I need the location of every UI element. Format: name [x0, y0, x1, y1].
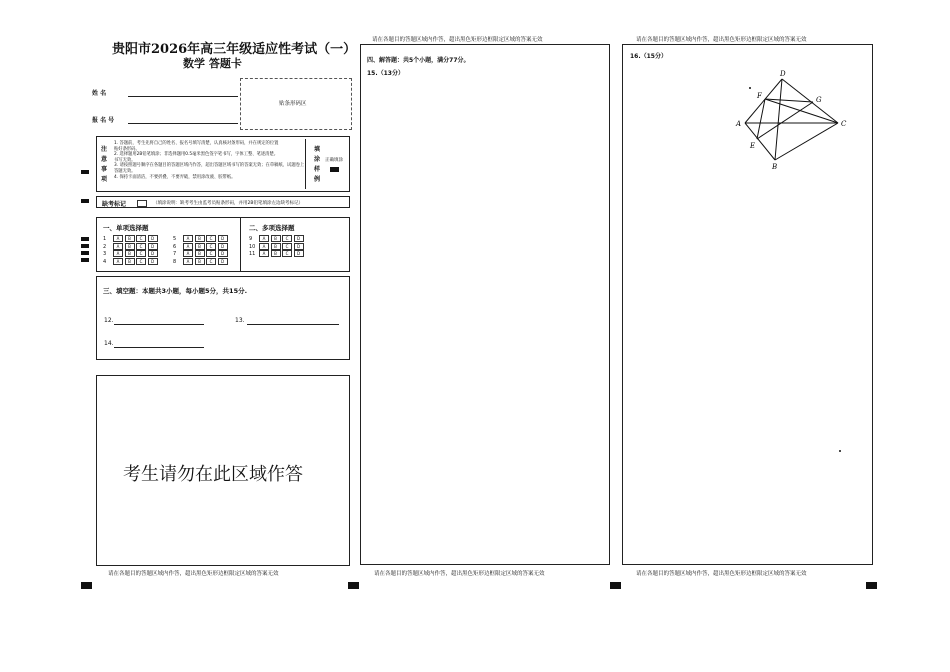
- timing-mark: [866, 582, 877, 589]
- sample-fill-mark: [330, 167, 339, 172]
- option-bubble-a[interactable]: A: [183, 258, 193, 265]
- name-field[interactable]: [128, 96, 238, 97]
- timing-mark: [81, 251, 89, 255]
- option-bubble-d[interactable]: D: [294, 243, 304, 250]
- question-number: 5: [173, 236, 177, 242]
- boundary-note: 请在各题目的答题区域内作答，超出黑色矩形边框限定区域的答案无效: [108, 571, 279, 577]
- option-bubble-d[interactable]: D: [148, 243, 158, 250]
- option-bubble-a[interactable]: A: [259, 250, 269, 257]
- option-bubble-b[interactable]: B: [125, 235, 135, 242]
- label-d: D: [780, 70, 786, 78]
- option-bubble-d[interactable]: D: [218, 258, 228, 265]
- option-bubble-c[interactable]: C: [136, 243, 146, 250]
- q12-answer[interactable]: [114, 324, 204, 325]
- notice-item: 书写无效。: [114, 157, 136, 163]
- edge-da: [745, 79, 782, 123]
- question-number: 9: [249, 236, 253, 242]
- option-bubble-b[interactable]: B: [195, 235, 205, 242]
- option-bubble-a[interactable]: A: [183, 243, 193, 250]
- boundary-note: 请在各题目的答题区域内作答，超出黑色矩形边框限定区域的答案无效: [636, 571, 807, 577]
- notice-item: 1. 答题前，考生先将自己的姓名、报名号填写清楚，认真核对条形码，并在规定的位置: [114, 141, 279, 146]
- fill-blank-title: 三、填空题：本题共3小题，每小题5分，共15分.: [103, 287, 248, 295]
- option-bubble-b[interactable]: B: [195, 250, 205, 257]
- stray-dot: [749, 87, 751, 89]
- no-answer-zone: [96, 375, 350, 566]
- multi-choice-title: 二、多项选择题: [249, 224, 295, 232]
- q15-label: 15.（13分）: [367, 70, 404, 77]
- q13-label: 13.: [235, 317, 245, 324]
- id-label: 报 名 号: [92, 117, 115, 124]
- edge-fe: [757, 99, 765, 139]
- timing-mark: [81, 199, 89, 203]
- option-bubble-c[interactable]: C: [206, 235, 216, 242]
- option-bubble-b[interactable]: B: [271, 250, 281, 257]
- choice-row-11: [249, 250, 305, 257]
- option-bubble-c[interactable]: C: [136, 235, 146, 242]
- stray-dot: [839, 450, 841, 452]
- absent-note: （填涂说明：缺考考生由监考员贴条形码，并用2B铅笔填涂左边缺考标记）: [153, 201, 303, 206]
- option-bubble-b[interactable]: B: [271, 235, 281, 242]
- absent-checkbox[interactable]: [137, 200, 147, 207]
- notice-item: 4. 保持卡面清洁，不要折叠、不要弄破，禁用涂改液、胶带纸。: [114, 174, 236, 180]
- question-number: 1: [103, 236, 107, 242]
- page-subtitle: 数学 答题卡: [183, 57, 242, 70]
- timing-mark: [348, 582, 359, 589]
- option-bubble-b[interactable]: B: [195, 258, 205, 265]
- option-bubble-d[interactable]: D: [148, 258, 158, 265]
- option-bubble-a[interactable]: A: [113, 243, 123, 250]
- option-bubble-c[interactable]: C: [206, 258, 216, 265]
- notice-label: 注 意 事 项: [101, 146, 108, 183]
- choice-section: [96, 217, 350, 272]
- option-bubble-c[interactable]: C: [282, 250, 292, 257]
- label-e: E: [750, 142, 756, 150]
- notice-item: 答题无效。: [114, 168, 136, 174]
- choice-row-9: [249, 235, 305, 242]
- notice-box: [96, 136, 350, 192]
- option-bubble-b[interactable]: B: [125, 250, 135, 257]
- choice-row-6: [173, 243, 229, 250]
- choice-row-2: [103, 243, 159, 250]
- option-bubble-a[interactable]: A: [259, 243, 269, 250]
- timing-mark: [81, 258, 89, 262]
- notice-item: 2. 选择题用2B铅笔填涂；非选择题用0.5毫米黑色签字笔书写，字体工整、笔迹清楚。: [114, 152, 279, 158]
- choice-row-5: [173, 235, 229, 242]
- notice-item: 贴好条形码。: [114, 146, 140, 152]
- choice-row-8: [173, 258, 229, 265]
- option-bubble-d[interactable]: D: [218, 250, 228, 257]
- sample-text: 正确填涂: [325, 158, 343, 163]
- question-number: 3: [103, 251, 107, 257]
- notice-item: 3. 请按照题号顺序在各题目的答题区域内作答，超出答题区域书写的答案无效；在草稿纸、试题卷上: [114, 163, 305, 169]
- page-title: 贵阳市2026年高三年级适应性考试（一）: [112, 42, 357, 57]
- option-bubble-b[interactable]: B: [125, 243, 135, 250]
- option-bubble-c[interactable]: C: [206, 243, 216, 250]
- option-bubble-c[interactable]: C: [136, 250, 146, 257]
- choice-row-1: [103, 235, 159, 242]
- option-bubble-d[interactable]: D: [148, 250, 158, 257]
- choice-row-10: [249, 243, 305, 250]
- option-bubble-c[interactable]: C: [206, 250, 216, 257]
- single-choice-title: 一、单项选择题: [103, 224, 149, 232]
- timing-mark: [81, 237, 89, 241]
- no-answer-text: 考生请勿在此区域作答: [123, 464, 303, 485]
- timing-mark: [81, 170, 89, 174]
- question-number: 4: [103, 258, 107, 265]
- fill-blank-section: [96, 276, 350, 360]
- q14-answer[interactable]: [114, 347, 204, 348]
- tetrahedron-diagram: [735, 67, 855, 193]
- edge-ge: [757, 102, 813, 139]
- option-bubble-d[interactable]: D: [218, 235, 228, 242]
- option-bubble-a[interactable]: A: [183, 250, 193, 257]
- option-bubble-d[interactable]: D: [218, 243, 228, 250]
- choice-row-7: [173, 250, 229, 257]
- option-bubble-d[interactable]: D: [294, 235, 304, 242]
- choice-row-4: [103, 258, 159, 265]
- absent-label: 缺考标记: [102, 201, 127, 208]
- absent-row: [96, 196, 350, 208]
- option-bubble-b[interactable]: B: [125, 258, 135, 265]
- question-number: 6: [173, 243, 177, 250]
- barcode-area: [240, 78, 352, 130]
- label-c: C: [841, 120, 847, 128]
- label-g: G: [816, 96, 822, 104]
- option-bubble-a[interactable]: A: [113, 250, 123, 257]
- option-bubble-c[interactable]: C: [282, 243, 292, 250]
- question-number: 7: [173, 251, 177, 257]
- id-field[interactable]: [128, 123, 238, 124]
- label-b: B: [772, 163, 778, 171]
- edge-cb: [775, 123, 838, 160]
- boundary-note: 请在各题目的答题区域内作答，超出黑色矩形边框限定区域的答案无效: [636, 37, 807, 43]
- question-number: 10: [249, 243, 256, 250]
- edge-fc: [765, 99, 838, 123]
- boundary-note: 请在各题目的答题区域内作答，超出黑色矩形边框限定区域的答案无效: [374, 571, 545, 577]
- q16-label: 16.（15分）: [630, 53, 667, 60]
- q13-answer[interactable]: [247, 324, 339, 325]
- label-a: A: [736, 120, 742, 128]
- option-bubble-b[interactable]: B: [271, 243, 281, 250]
- name-label: 姓 名: [92, 90, 107, 97]
- edge-db: [775, 79, 782, 160]
- notice-items: [114, 141, 304, 180]
- timing-mark: [81, 244, 89, 248]
- q12-label: 12.: [104, 317, 114, 324]
- option-bubble-a[interactable]: A: [183, 235, 193, 242]
- choice-row-3: [103, 250, 159, 257]
- section4-title: 四、解答题：共5个小题，满分77分。: [367, 57, 470, 64]
- timing-mark: [610, 582, 621, 589]
- timing-mark: [81, 582, 92, 589]
- option-bubble-a[interactable]: A: [113, 258, 123, 265]
- q14-label: 14.: [104, 340, 114, 347]
- option-bubble-c[interactable]: C: [282, 235, 292, 242]
- question-number: 8: [173, 258, 177, 265]
- option-bubble-a[interactable]: A: [113, 235, 123, 242]
- label-f: F: [757, 92, 762, 100]
- question-number: 11: [249, 251, 256, 257]
- option-bubble-d[interactable]: D: [148, 235, 158, 242]
- option-bubble-d[interactable]: D: [294, 250, 304, 257]
- boundary-note: 请在各题目的答题区域内作答，超出黑色矩形边框限定区域的答案无效: [372, 37, 543, 43]
- answer-box-right[interactable]: [622, 44, 873, 565]
- sample-label: 填 涂 样 例: [314, 146, 321, 183]
- option-bubble-c[interactable]: C: [136, 258, 146, 265]
- question-number: 2: [103, 243, 107, 250]
- option-bubble-b[interactable]: B: [195, 243, 205, 250]
- barcode-label: 贴条形码区: [279, 101, 307, 107]
- answer-box-middle[interactable]: [360, 44, 610, 565]
- option-bubble-a[interactable]: A: [259, 235, 269, 242]
